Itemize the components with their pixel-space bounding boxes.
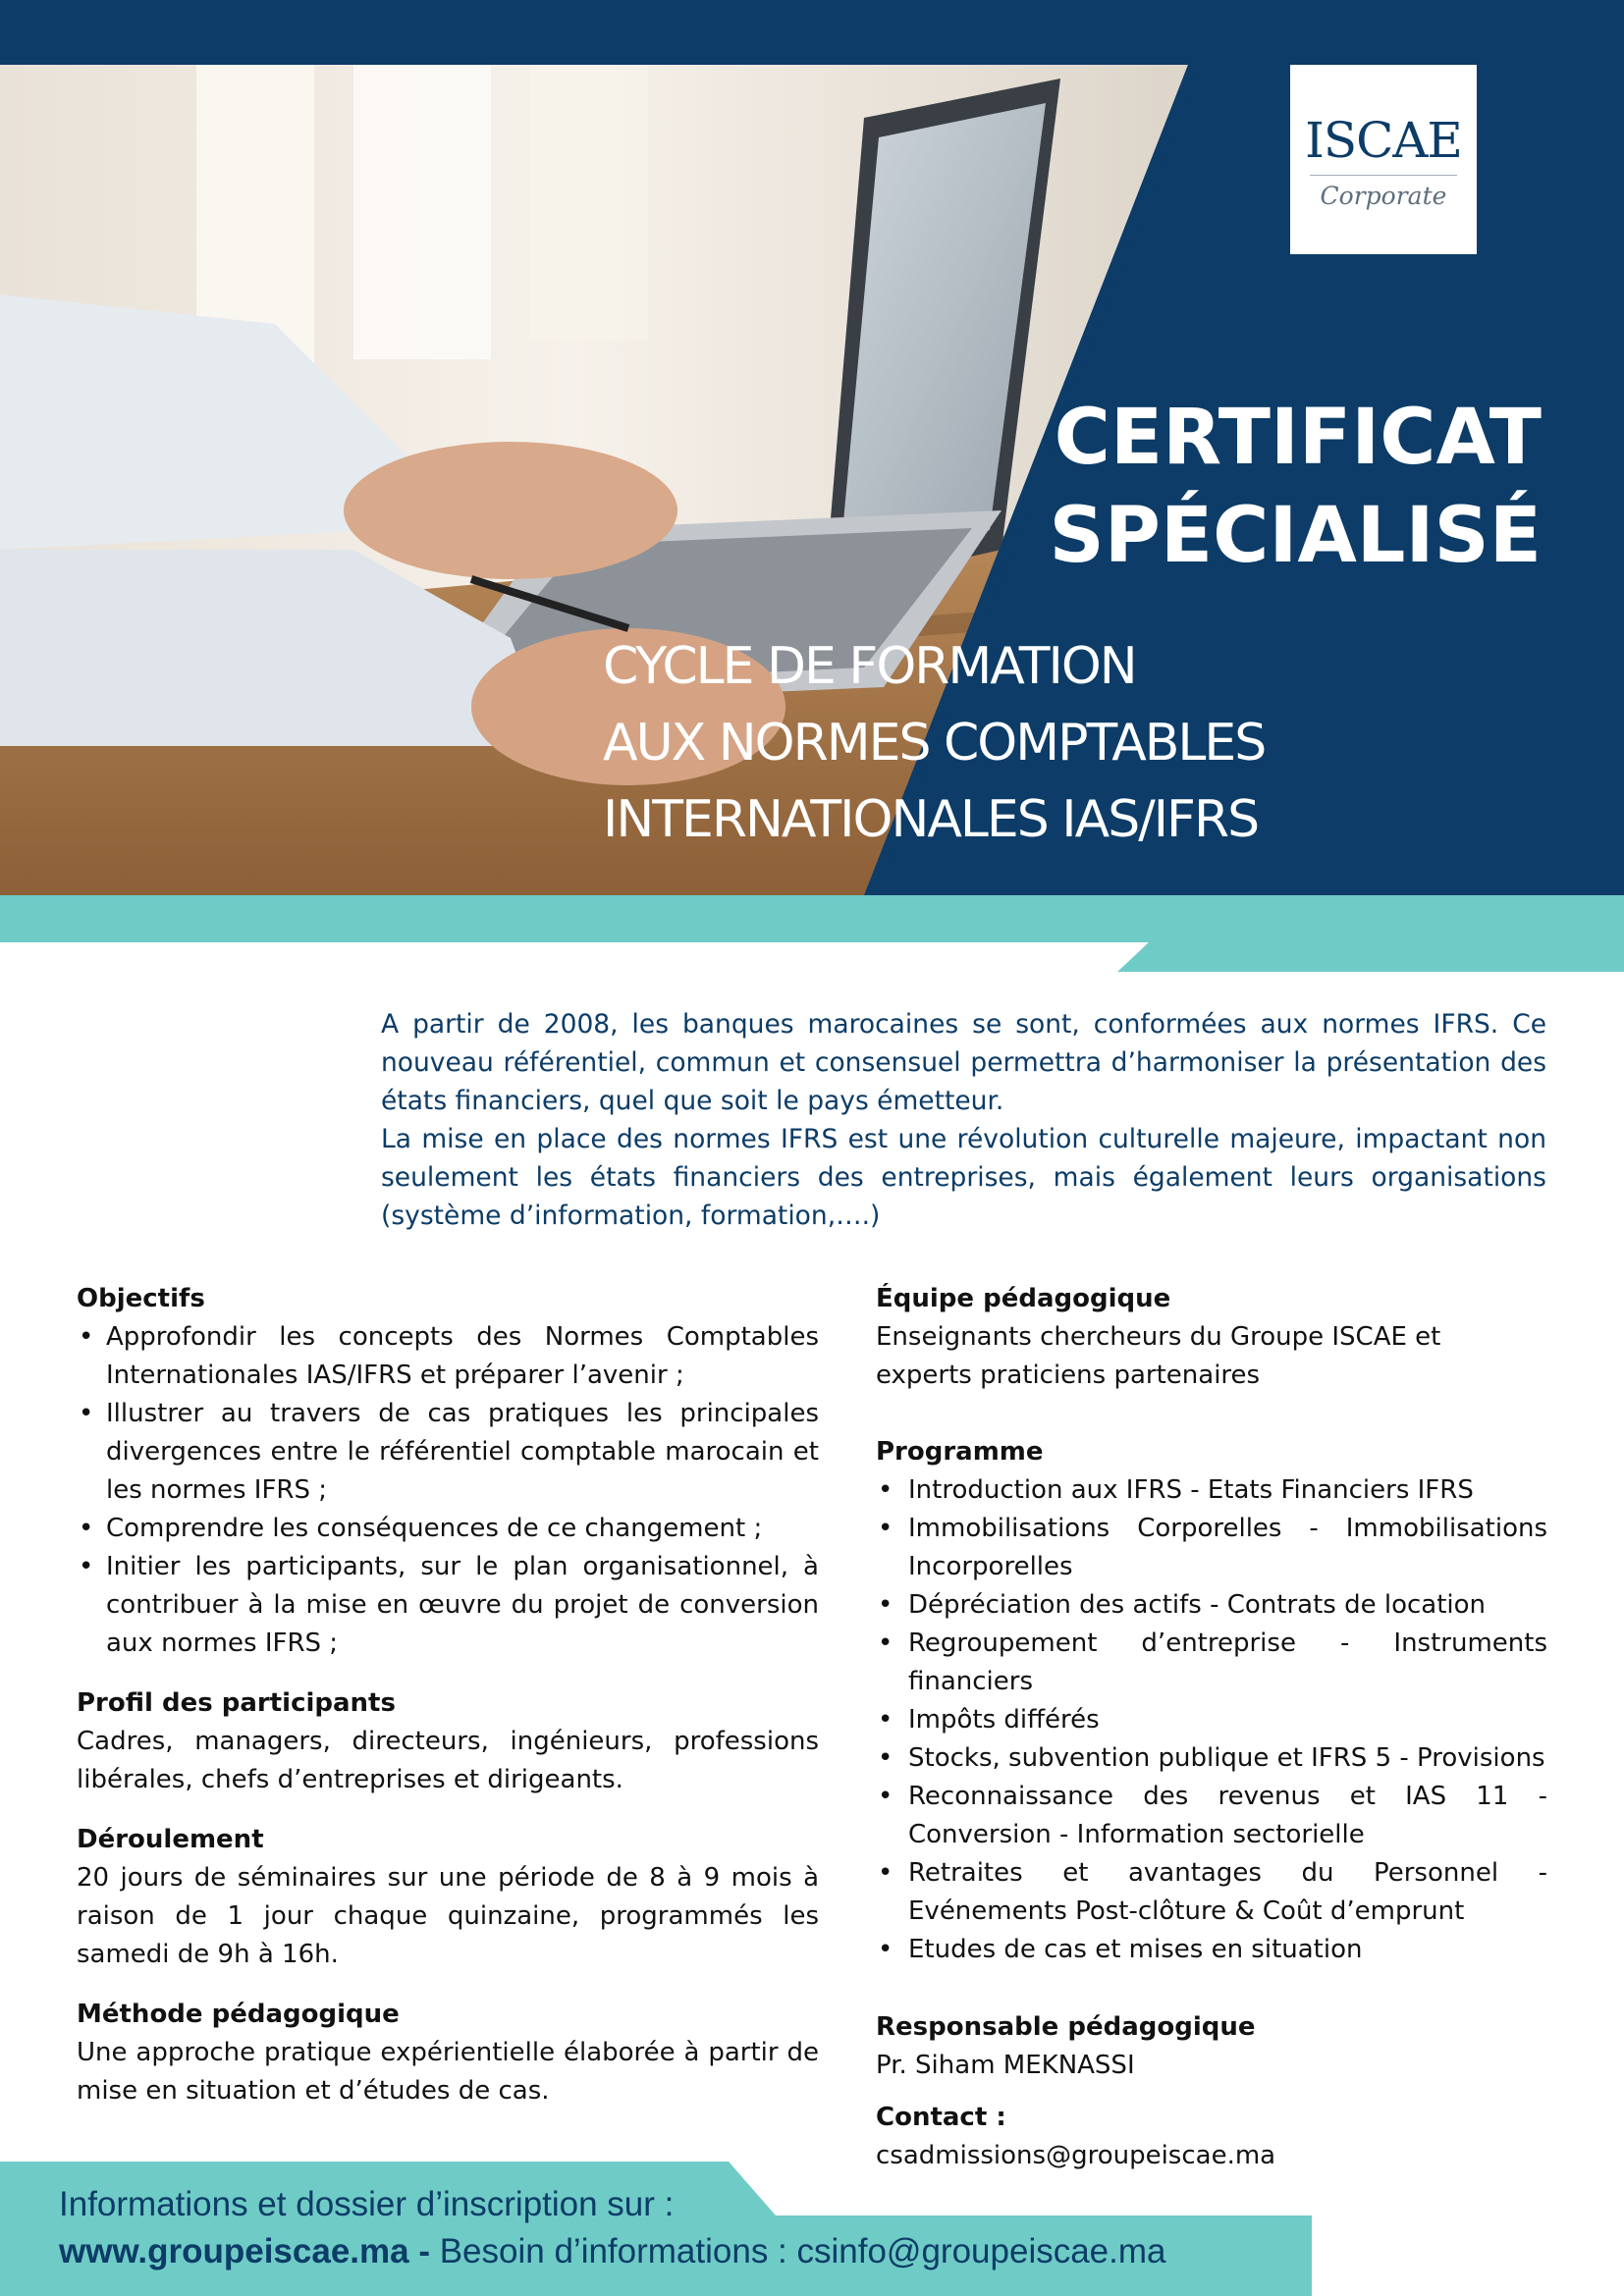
- bullet-icon: •: [878, 1629, 893, 1658]
- bullet-icon: •: [79, 1399, 94, 1428]
- objectifs-list: [77, 1318, 819, 1663]
- list-item: • Immobilisations Corporelles - Immobilisations Incorporelles: [876, 1510, 1547, 1586]
- list-item: • Comprendre les conséquences de ce changement ;: [77, 1510, 819, 1548]
- deroulement-title: Déroulement: [77, 1825, 264, 1854]
- list-item: • Initier les participants, sur le plan organisationnel, à contribuer à la mise en œuvre du projet de conversion aux normes IFRS ;: [77, 1548, 819, 1663]
- footer-info-line: Informations et dossier d’inscription sur :: [59, 2185, 675, 2223]
- list-item: • Stocks, subvention publique et IFRS 5 - Provisions: [876, 1739, 1547, 1778]
- list-item: • Etudes de cas et mises en situation: [876, 1931, 1547, 1969]
- bullet-icon: •: [878, 1935, 893, 1964]
- list-item: • Reconnaissance des revenus et IAS 11 - Conversion - Information sectorielle: [876, 1778, 1547, 1854]
- programme-title: Programme: [876, 1437, 1044, 1467]
- intro-paragraph-1: A partir de 2008, les banques marocaines se sont, conformées aux normes IFRS. Ce nouveau référentiel, commun et consensuel permettra d’harmoniser la présentation des états financiers, quel que soit le pays émetteur.: [381, 1009, 1546, 1116]
- bullet-icon: •: [878, 1858, 893, 1888]
- methode-text: Une approche pratique expérientielle élaborée à partir de mise en situation et d’études de cas.: [77, 2038, 819, 2106]
- certificat-title: [1050, 389, 1542, 585]
- list-item: • Dépréciation des actifs - Contrats de location: [876, 1586, 1547, 1625]
- title-line-2: SPÉCIALISÉ: [1049, 492, 1542, 580]
- contact-title: Contact :: [876, 2103, 1006, 2132]
- bullet-icon: •: [878, 1705, 893, 1735]
- equipe-line-1: Enseignants chercheurs du Groupe ISCAE et: [876, 1322, 1441, 1352]
- bullet-icon: •: [79, 1322, 94, 1352]
- teal-band: [0, 895, 1624, 972]
- deroulement-text: 20 jours de séminaires sur une période de 8 à 9 mois à raison de 1 jour chaque quinzaine, programmés les samedi de 9h à 16h.: [77, 1863, 819, 1969]
- footer-band: [0, 2162, 1624, 2296]
- logo-name: ISCAE: [1305, 112, 1462, 169]
- right-column: [876, 1280, 1547, 2175]
- list-item: • Retraites et avantages du Personnel - Evénements Post-clôture & Coût d’emprunt: [876, 1854, 1547, 1931]
- intro-paragraph-2: La mise en place des normes IFRS est une révolution culturelle majeure, impactant non seulement les états financiers des entreprises, mais également leurs organisations (système d’information, formation,….): [381, 1124, 1546, 1231]
- subtitle-line-3: INTERNATIONALES IAS/IFRS: [603, 790, 1259, 849]
- profil-text: Cadres, managers, directeurs, ingénieurs, professions libérales, chefs d’entreprises et dirigeants.: [77, 1727, 819, 1794]
- objectifs-title: Objectifs: [77, 1284, 205, 1313]
- bullet-icon: •: [878, 1475, 893, 1505]
- formation-subtitle: [603, 628, 1265, 858]
- title-line-1: CERTIFICAT: [1054, 394, 1542, 482]
- profil-title: Profil des participants: [77, 1688, 396, 1718]
- list-item: • Introduction aux IFRS - Etats Financiers IFRS: [876, 1471, 1547, 1510]
- bullet-icon: •: [878, 1514, 893, 1543]
- responsable-name: Pr. Siham MEKNASSI: [876, 2051, 1135, 2080]
- list-item: • Approfondir les concepts des Normes Comptables Internationales IAS/IFRS et préparer l’avenir ;: [77, 1318, 819, 1395]
- bullet-icon: •: [79, 1514, 94, 1543]
- intro-text: [381, 1005, 1546, 1235]
- programme-list: [876, 1471, 1547, 1969]
- responsable-title: Responsable pédagogique: [876, 2012, 1256, 2042]
- bullet-icon: •: [878, 1590, 893, 1620]
- equipe-title: Équipe pédagogique: [876, 1284, 1171, 1313]
- list-item: • Regroupement d’entreprise - Instruments financiers: [876, 1625, 1547, 1701]
- website-link[interactable]: www.groupeiscae.ma -: [59, 2232, 430, 2270]
- iscae-logo: [1290, 65, 1477, 254]
- list-item: • Impôts différés: [876, 1701, 1547, 1739]
- list-item: • Illustrer au travers de cas pratiques les principales divergences entre le référentiel comptable marocain et les normes IFRS ;: [77, 1395, 819, 1510]
- header-banner: [0, 0, 1624, 895]
- subtitle-line-1: CYCLE DE FORMATION: [603, 637, 1136, 696]
- subtitle-line-2: AUX NORMES COMPTABLES: [603, 714, 1266, 773]
- left-column: [77, 1280, 819, 2110]
- logo-divider: [1310, 175, 1457, 176]
- contact-email[interactable]: csadmissions@groupeiscae.ma: [876, 2141, 1276, 2170]
- bullet-icon: •: [878, 1743, 893, 1773]
- footer-info-email[interactable]: Besoin d’informations : csinfo@groupeiscae.ma: [429, 2232, 1166, 2270]
- equipe-line-2: experts praticiens partenaires: [876, 1361, 1261, 1390]
- bullet-icon: •: [79, 1552, 94, 1581]
- logo-sub: Corporate: [1320, 182, 1447, 210]
- footer-contact-line: [59, 2232, 1166, 2271]
- bullet-icon: •: [878, 1782, 893, 1811]
- methode-title: Méthode pédagogique: [77, 2000, 400, 2029]
